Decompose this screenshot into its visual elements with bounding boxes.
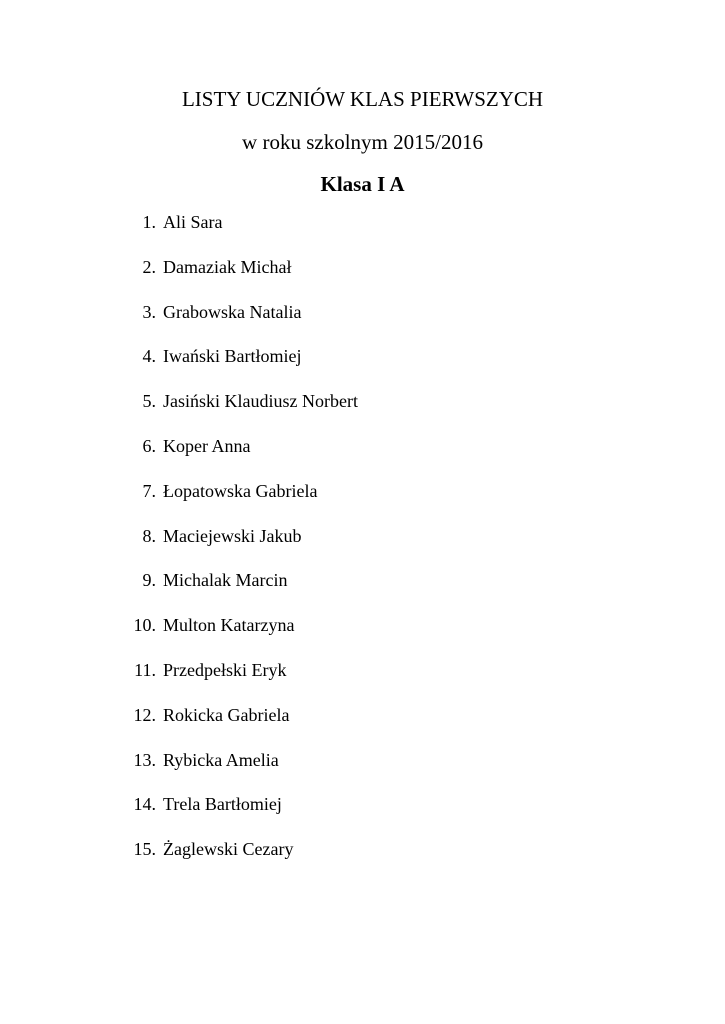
list-item-number: 10. [133, 615, 156, 636]
class-heading: Klasa I A [320, 172, 405, 196]
list-item-name: Grabowska Natalia [163, 301, 302, 322]
list-item-number: 4. [142, 346, 156, 367]
list-item-name: Maciejewski Jakub [163, 525, 302, 546]
list-item-name: Ali Sara [163, 212, 223, 232]
list-item-name: Łopatowska Gabriela [163, 480, 318, 501]
list-item-number: 13. [133, 749, 156, 770]
list-item-name: Koper Anna [163, 435, 251, 456]
list-item-name: Michalak Marcin [163, 570, 288, 591]
page-title: LISTY UCZNIÓW KLAS PIERWSZYCH [181, 87, 544, 111]
list-item [0, 211, 725, 256]
list-item-name: Multon Katarzyna [163, 615, 295, 636]
list-item-number: 12. [133, 704, 156, 725]
list-item-number: 8. [142, 525, 156, 546]
list-item [0, 704, 725, 749]
list-item-name: Trela Bartłomiej [163, 794, 282, 815]
list-item [0, 301, 725, 346]
list-item-number: 15. [133, 839, 156, 860]
list-item [0, 345, 725, 390]
list-item-name: Jasiński Klaudiusz Norbert [163, 391, 358, 412]
list-item-name: Przedpełski Eryk [163, 659, 287, 680]
list-item-number: 1. [142, 212, 156, 232]
list-item [0, 569, 725, 614]
student-list [0, 211, 725, 883]
list-item [0, 614, 725, 659]
list-item-name: Rokicka Gabriela [163, 704, 290, 725]
list-item-name: Damaziak Michał [163, 256, 292, 277]
list-item-number: 2. [142, 256, 156, 277]
list-item [0, 435, 725, 480]
list-item-number: 3. [142, 301, 156, 322]
list-item [0, 749, 725, 794]
list-item-name: Rybicka Amelia [163, 749, 279, 770]
list-item-name: Żaglewski Cezary [163, 839, 294, 860]
list-item-number: 11. [134, 659, 156, 680]
list-item [0, 256, 725, 301]
list-item-number: 14. [133, 794, 156, 815]
list-item [0, 659, 725, 704]
list-item [0, 525, 725, 570]
list-item-number: 7. [142, 480, 156, 501]
list-item [0, 838, 725, 883]
list-item [0, 480, 725, 525]
page-subtitle: w roku szkolnym 2015/2016 [242, 130, 483, 154]
list-item-number: 5. [142, 391, 156, 412]
list-item-number: 6. [142, 435, 156, 456]
list-item [0, 793, 725, 838]
list-item [0, 390, 725, 435]
list-item-name: Iwański Bartłomiej [163, 346, 302, 367]
list-item-number: 9. [142, 570, 156, 591]
